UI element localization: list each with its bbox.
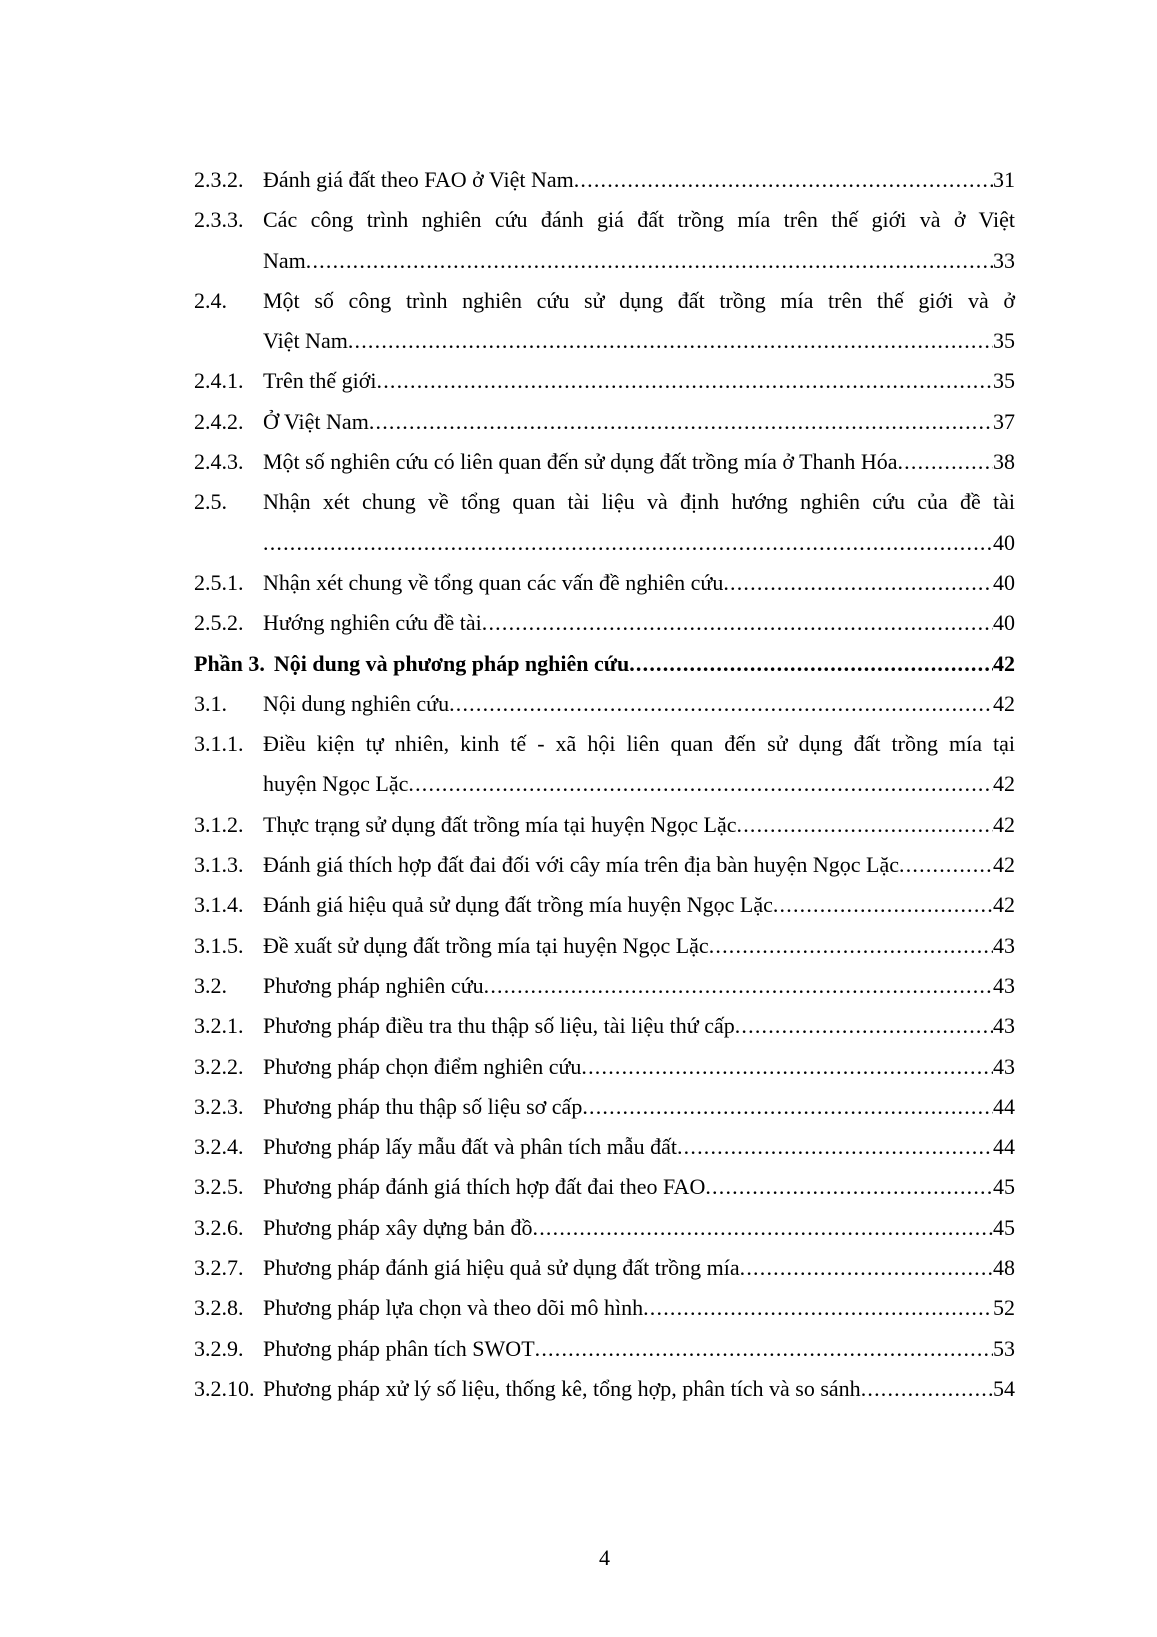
toc-entry-number: 2.4.1.	[194, 368, 244, 394]
toc-entry-title: Phương pháp xây dựng bản đồ	[263, 1214, 533, 1240]
dot-leader	[677, 1127, 993, 1167]
toc-entry	[194, 1369, 1015, 1409]
toc-page-number: 35	[993, 368, 1015, 394]
toc-entry-title: Đánh giá hiệu quả sử dụng đất trồng mía huyện Ngọc Lặc	[263, 892, 773, 918]
toc-entry	[194, 724, 1015, 805]
toc-entry	[194, 603, 1015, 643]
dot-leader	[740, 1248, 993, 1288]
table-of-contents	[194, 160, 1015, 1409]
toc-entry	[194, 644, 1015, 684]
toc-entry-number: 3.2.2.	[194, 1053, 244, 1079]
toc-row	[194, 160, 1015, 200]
dot-leader	[643, 1288, 993, 1328]
toc-row	[194, 1329, 1015, 1369]
toc-entry	[194, 1087, 1015, 1127]
dot-leader	[574, 160, 993, 200]
toc-row	[194, 724, 1015, 764]
toc-row	[194, 1167, 1015, 1207]
toc-row	[194, 1087, 1015, 1127]
toc-entry-number: 3.2.	[194, 972, 227, 998]
toc-entry-title: Phương pháp lựa chọn và theo dõi mô hình	[263, 1295, 644, 1321]
toc-entry-title: Phương pháp chọn điểm nghiên cứu	[263, 1053, 582, 1079]
toc-entry-number: 3.2.5.	[194, 1174, 244, 1200]
toc-row	[194, 1248, 1015, 1288]
toc-entry-title-continuation: huyện Ngọc Lặc	[263, 771, 409, 797]
toc-row	[194, 442, 1015, 482]
dot-leader	[773, 885, 993, 925]
dot-leader	[484, 966, 993, 1006]
toc-entry	[194, 160, 1015, 200]
toc-page-number: 38	[993, 449, 1015, 475]
toc-row-continuation	[194, 764, 1015, 804]
dot-leader	[737, 805, 994, 845]
toc-entry-number: Phần 3.	[194, 650, 265, 676]
toc-entry-number: 2.5.2.	[194, 610, 244, 636]
toc-entry-title: Đánh giá đất theo FAO ở Việt Nam	[263, 167, 574, 192]
dot-leader	[581, 1047, 993, 1087]
toc-entry-number: 3.2.1.	[194, 1013, 244, 1039]
dot-leader	[449, 684, 993, 724]
toc-entry-number: 2.3.2.	[194, 167, 244, 192]
toc-row	[194, 402, 1015, 442]
toc-entry	[194, 1248, 1015, 1288]
toc-entry-title: Thực trạng sử dụng đất trồng mía tại huyện Ngọc Lặc	[263, 811, 737, 837]
toc-entry-number: 3.1.5.	[194, 932, 244, 958]
toc-page-number: 37	[993, 408, 1015, 434]
toc-entry	[194, 1167, 1015, 1207]
toc-page-number: 35	[993, 328, 1015, 354]
toc-entry-title: Nhận xét chung về tổng quan các vấn đề nghiên cứu	[263, 569, 724, 595]
dot-leader	[705, 1167, 993, 1207]
dot-leader	[861, 1369, 993, 1409]
toc-entry-number: 3.1.3.	[194, 852, 244, 878]
toc-entry	[194, 684, 1015, 724]
toc-page-number: 44	[993, 1093, 1015, 1119]
toc-entry-number: 2.4.2.	[194, 408, 244, 434]
dot-leader	[897, 442, 993, 482]
toc-page-number: 53	[993, 1335, 1015, 1361]
toc-entry-number: 3.1.4.	[194, 892, 244, 918]
toc-entry	[194, 966, 1015, 1006]
dot-leader	[306, 241, 993, 281]
toc-entry	[194, 563, 1015, 603]
toc-page-number: 42	[993, 650, 1015, 676]
toc-entry-title: Nội dung và phương pháp nghiên cứu	[273, 650, 630, 676]
toc-page-number: 54	[993, 1375, 1015, 1401]
toc-entry-number: 3.2.6.	[194, 1214, 244, 1240]
toc-row	[194, 1288, 1015, 1328]
toc-entry	[194, 1208, 1015, 1248]
toc-entry-number: 3.2.8.	[194, 1295, 244, 1321]
toc-entry-title: Nhận xét chung về tổng quan tài liệu và định hướng nghiên cứu của đề tài	[263, 489, 1015, 515]
toc-page-number: 42	[993, 771, 1015, 797]
toc-page-number: 40	[993, 569, 1015, 595]
toc-entry-title: Phương pháp điều tra thu thập số liệu, tài liệu thứ cấp	[263, 1013, 735, 1039]
toc-entry	[194, 442, 1015, 482]
toc-entry-title: Đánh giá thích hợp đất đai đối với cây mía trên địa bàn huyện Ngọc Lặc	[263, 852, 900, 878]
toc-row	[194, 845, 1015, 885]
toc-page-number: 31	[993, 167, 1015, 192]
toc-entry	[194, 402, 1015, 442]
dot-leader	[582, 1087, 993, 1127]
toc-row	[194, 1127, 1015, 1167]
toc-page-number: 43	[993, 972, 1015, 998]
toc-row	[194, 563, 1015, 603]
toc-entry-title: Phương pháp lấy mẫu đất và phân tích mẫu đất	[263, 1134, 677, 1160]
toc-entry-title: Một số công trình nghiên cứu sử dụng đất trồng mía trên thế giới và ở	[263, 287, 1015, 313]
toc-row	[194, 805, 1015, 845]
toc-entry-number: 2.3.3.	[194, 207, 244, 233]
toc-row	[194, 482, 1015, 522]
toc-entry-number: 3.2.4.	[194, 1134, 244, 1160]
toc-page-number: 42	[993, 892, 1015, 918]
toc-entry-number: 3.1.1.	[194, 731, 244, 757]
toc-entry-number: 2.5.	[194, 489, 227, 515]
toc-entry-number: 3.1.2.	[194, 811, 244, 837]
toc-entry-number: 3.2.7.	[194, 1255, 244, 1281]
toc-row-continuation	[194, 321, 1015, 361]
toc-page-number: 40	[993, 529, 1015, 555]
toc-row	[194, 926, 1015, 966]
dot-leader	[348, 321, 993, 361]
toc-entry	[194, 482, 1015, 563]
toc-row	[194, 684, 1015, 724]
dot-leader	[899, 845, 993, 885]
toc-entry-title: Một số nghiên cứu có liên quan đến sử dụng đất trồng mía ở Thanh Hóa	[263, 449, 898, 475]
toc-page-number: 42	[993, 852, 1015, 878]
dot-leader	[735, 1006, 993, 1046]
toc-row	[194, 966, 1015, 1006]
toc-entry-title: Phương pháp đánh giá hiệu quả sử dụng đất trồng mía	[263, 1255, 740, 1281]
toc-page-number: 45	[993, 1174, 1015, 1200]
toc-row	[194, 1047, 1015, 1087]
toc-entry-number: 3.2.10.	[194, 1375, 255, 1401]
toc-row-continuation	[194, 523, 1015, 563]
toc-entry-number: 3.2.9.	[194, 1335, 244, 1361]
dot-leader	[377, 361, 994, 401]
toc-entry-title: Trên thế giới	[263, 368, 377, 394]
toc-entry-title: Nội dung nghiên cứu	[263, 690, 450, 716]
toc-entry-number: 2.5.1.	[194, 569, 244, 595]
page-footer	[194, 1538, 1015, 1578]
toc-entry-number: 2.4.3.	[194, 449, 244, 475]
toc-entry-number: 3.1.	[194, 690, 227, 716]
toc-page-number: 52	[993, 1295, 1015, 1321]
toc-entry-title: Phương pháp xử lý số liệu, thống kê, tổng hợp, phân tích và so sánh	[263, 1375, 861, 1401]
toc-page-number: 48	[993, 1255, 1015, 1281]
dot-leader	[535, 1329, 993, 1369]
toc-row	[194, 885, 1015, 925]
toc-entry-title: Các công trình nghiên cứu đánh giá đất trồng mía trên thế giới và ở Việt	[263, 207, 1015, 233]
toc-row	[194, 361, 1015, 401]
toc-entry-title-continuation: Nam	[263, 247, 306, 273]
toc-entry	[194, 361, 1015, 401]
toc-row	[194, 200, 1015, 240]
toc-page-number: 43	[993, 1013, 1015, 1039]
toc-entry	[194, 926, 1015, 966]
dot-leader	[263, 523, 993, 563]
toc-entry-title-continuation: Việt Nam	[263, 328, 348, 354]
toc-row	[194, 281, 1015, 321]
dot-leader	[482, 603, 993, 643]
toc-row	[194, 1208, 1015, 1248]
toc-row	[194, 1369, 1015, 1409]
toc-entry	[194, 885, 1015, 925]
toc-row	[194, 603, 1015, 643]
toc-page-number: 42	[993, 690, 1015, 716]
page-number: 4	[599, 1545, 610, 1570]
toc-page-number: 44	[993, 1134, 1015, 1160]
toc-entry	[194, 845, 1015, 885]
toc-entry-number: 3.2.3.	[194, 1093, 244, 1119]
toc-page-number: 33	[993, 247, 1015, 273]
toc-entry	[194, 281, 1015, 362]
toc-entry-title: Phương pháp phân tích SWOT	[263, 1335, 535, 1361]
dot-leader	[723, 563, 993, 603]
toc-entry	[194, 1288, 1015, 1328]
toc-entry-title: Hướng nghiên cứu đề tài	[263, 610, 482, 636]
dot-leader	[629, 644, 993, 684]
toc-entry-title: Phương pháp thu thập số liệu sơ cấp	[263, 1093, 583, 1119]
toc-page-number: 43	[993, 932, 1015, 958]
toc-entry	[194, 200, 1015, 281]
toc-entry	[194, 1329, 1015, 1369]
toc-row	[194, 644, 1015, 684]
toc-entry	[194, 1047, 1015, 1087]
dot-leader	[709, 926, 993, 966]
toc-entry-title: Phương pháp nghiên cứu	[263, 972, 484, 998]
toc-entry-title: Ở Việt Nam	[263, 408, 369, 434]
toc-page-number: 42	[993, 811, 1015, 837]
toc-entry-title: Phương pháp đánh giá thích hợp đất đai theo FAO	[263, 1174, 706, 1200]
toc-page-number: 40	[993, 610, 1015, 636]
toc-entry-number: 2.4.	[194, 287, 227, 313]
toc-entry	[194, 1006, 1015, 1046]
toc-row-continuation	[194, 241, 1015, 281]
toc-entry-title: Điều kiện tự nhiên, kinh tế - xã hội liên quan đến sử dụng đất trồng mía tại	[263, 731, 1015, 757]
toc-page-number: 45	[993, 1214, 1015, 1240]
dot-leader	[369, 402, 993, 442]
dot-leader	[408, 764, 993, 804]
toc-entry	[194, 1127, 1015, 1167]
toc-row	[194, 1006, 1015, 1046]
toc-entry	[194, 805, 1015, 845]
toc-entry-title: Đề xuất sử dụng đất trồng mía tại huyện Ngọc Lặc	[263, 932, 709, 958]
toc-page-number: 43	[993, 1053, 1015, 1079]
dot-leader	[533, 1208, 993, 1248]
